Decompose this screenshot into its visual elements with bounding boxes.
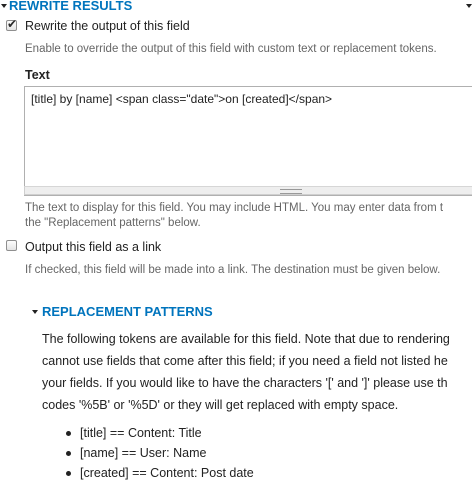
list-item (54, 443, 254, 463)
replacement-patterns-title: REPLACEMENT PATTERNS (42, 304, 213, 319)
list-item (54, 463, 254, 483)
list-item (54, 423, 254, 443)
rewrite-output-checkbox[interactable] (6, 17, 18, 31)
paragraph-line: codes '%5B' or '%5D' or they will get replaced with empty space. (42, 398, 399, 412)
paragraph-line: The following tokens are available for this field. Note that due to rendering (42, 332, 450, 346)
text-field-help-line-2: the "Replacement patterns" below. (25, 217, 201, 229)
textarea-resize-handle[interactable] (24, 186, 472, 195)
grip-icon (280, 189, 302, 194)
replacement-patterns-paragraph (42, 328, 450, 416)
paragraph-line: your fields. If you would like to have the characters '[' and ']' please use th (42, 376, 448, 390)
bullet-icon (66, 431, 71, 436)
token-text: [title] == Content: Title (80, 426, 202, 440)
bullet-icon (66, 471, 71, 476)
rewrite-output-description: Enable to override the output of this field with custom text or replacement tokens. (25, 43, 437, 55)
text-field-help-line-1: The text to display for this field. You may include HTML. You may enter data from t (25, 202, 444, 214)
rewrite-results-title: REWRITE RESULTS (9, 0, 133, 13)
rewrite-output-label[interactable]: Rewrite the output of this field (25, 19, 190, 33)
paragraph-line: cannot use fields that come after this field; if you need a field not listed he (42, 354, 448, 368)
caret-down-icon (466, 4, 472, 8)
replacement-patterns-legend[interactable] (30, 304, 230, 320)
text-field-label: Text (25, 68, 50, 82)
rewrite-results-legend[interactable] (0, 0, 140, 14)
output-as-link-label[interactable]: Output this field as a link (25, 240, 162, 254)
bullet-icon (66, 451, 71, 456)
caret-down-icon (32, 310, 38, 314)
checkmark-icon: ✔ (7, 17, 18, 31)
output-as-link-checkbox[interactable] (6, 240, 17, 251)
token-text: [created] == Content: Post date (80, 466, 254, 480)
rewrite-text-textarea[interactable]: [title] by [name] <span class="date">on [created]</span> (24, 86, 472, 196)
output-as-link-description: If checked, this field will be made into a link. The destination must be given below. (25, 264, 441, 276)
token-text: [name] == User: Name (80, 446, 207, 460)
token-list (54, 423, 254, 483)
caret-down-icon (1, 4, 7, 8)
